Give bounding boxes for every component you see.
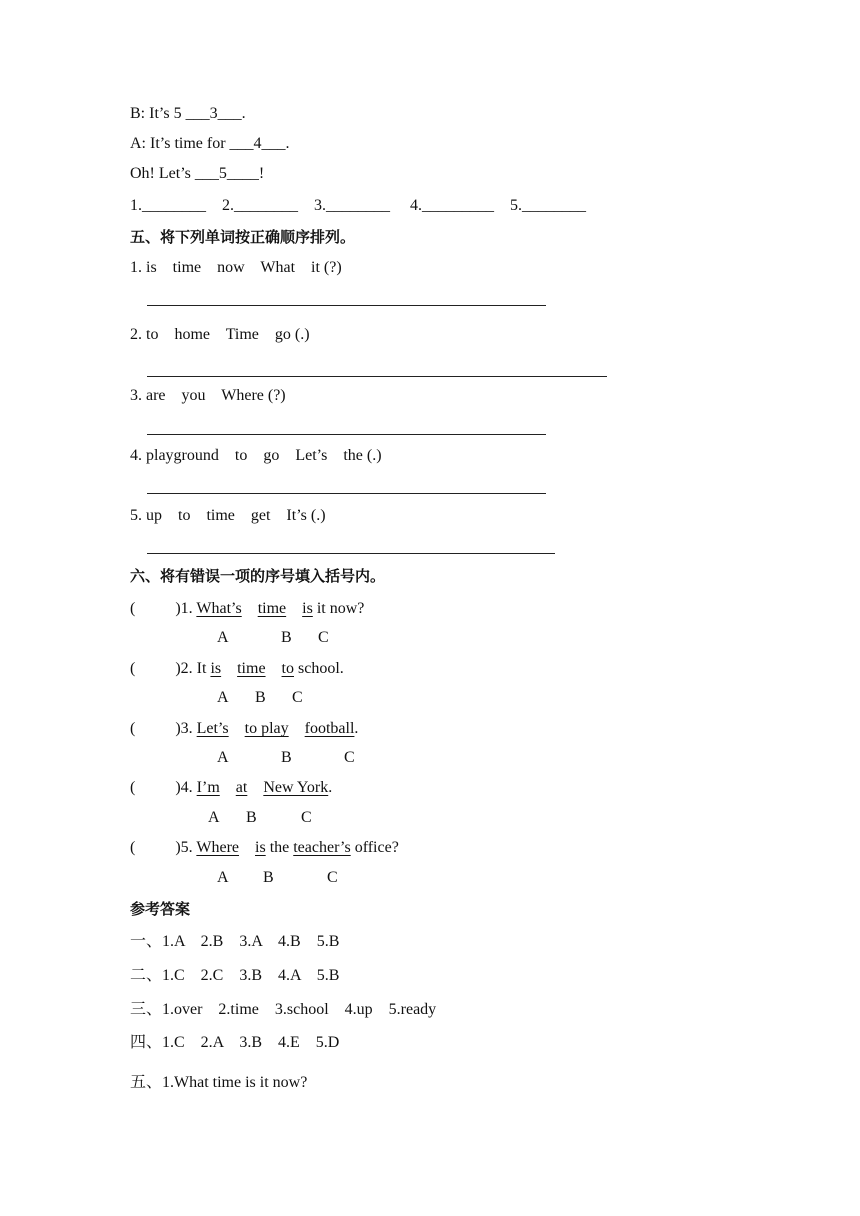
option-a: I’m — [196, 779, 220, 796]
option-c: New York — [263, 779, 329, 796]
reorder-item-3: 3. are you Where (?) — [130, 387, 286, 404]
section-6-heading: 六、将有错误一项的序号填入括号内。 — [130, 567, 386, 585]
option-letter-b: B — [255, 689, 266, 706]
option-c: football — [304, 720, 355, 737]
option-a: What’s — [196, 600, 242, 617]
dialogue-line-3: Oh! Let’s ___5____! — [130, 165, 265, 182]
option-a: is — [210, 660, 222, 677]
option-c: to — [281, 660, 294, 677]
option-b: at — [235, 779, 248, 796]
option-a: Where — [196, 839, 240, 856]
option-letter-c: C — [301, 809, 312, 826]
option-letter-b: B — [281, 629, 292, 646]
reorder-item-2: 2. to home Time go (.) — [130, 326, 310, 343]
section-5-heading: 五、将下列单词按正确顺序排列。 — [130, 228, 356, 246]
option-letter-c: C — [327, 869, 338, 886]
option-letter-a: A — [208, 809, 220, 826]
option-letter-a: A — [217, 629, 229, 646]
option-letter-a: A — [217, 689, 229, 706]
dialogue-answer-blanks: 1.________ 2.________ 3.________ 4._________ 5.________ — [130, 197, 586, 214]
option-b: to play — [244, 720, 289, 737]
option-letter-c: C — [344, 749, 355, 766]
dialogue-line-1: B: It’s 5 ___3___. — [130, 105, 246, 122]
option-b: time — [257, 600, 287, 617]
error-question-4: ( )4. I’m at New York. — [130, 779, 333, 796]
answer-key-line-4: 四、1.C 2.A 3.B 4.E 5.D — [130, 1034, 340, 1051]
option-c: teacher’s — [293, 839, 351, 856]
reorder-item-1: 1. is time now What it (?) — [130, 259, 342, 276]
answer-line-2 — [147, 376, 607, 377]
option-c: is — [302, 600, 313, 617]
answer-key-line-1: 一、1.A 2.B 3.A 4.B 5.B — [130, 933, 340, 950]
answer-key-line-5: 五、1.What time is it now? — [130, 1074, 308, 1091]
error-question-2: ( )2. It is time to school. — [130, 660, 344, 677]
option-letter-a: A — [217, 869, 229, 886]
option-b: is — [255, 839, 266, 856]
option-letter-c: C — [318, 629, 329, 646]
dialogue-line-2: A: It’s time for ___4___. — [130, 135, 290, 152]
option-letter-b: B — [281, 749, 292, 766]
option-letter-a: A — [217, 749, 229, 766]
reorder-item-5: 5. up to time get It’s (.) — [130, 507, 326, 524]
option-letter-c: C — [292, 689, 303, 706]
answer-line-1 — [147, 305, 546, 306]
option-a: Let’s — [196, 720, 229, 737]
answer-key-line-2: 二、1.C 2.C 3.B 4.A 5.B — [130, 967, 340, 984]
answer-line-4 — [147, 493, 546, 494]
option-b: time — [237, 660, 266, 677]
option-letter-b: B — [246, 809, 257, 826]
error-question-1: ( )1. What’s time is it now? — [130, 600, 365, 617]
error-question-3: ( )3. Let’s to play football. — [130, 720, 359, 737]
answer-paren: ( ) — [130, 660, 181, 677]
answer-paren: ( ) — [130, 600, 181, 617]
answer-paren: ( ) — [130, 720, 181, 737]
answer-key-line-3: 三、1.over 2.time 3.school 4.up 5.ready — [130, 1001, 437, 1018]
answer-line-5 — [147, 553, 555, 554]
reorder-item-4: 4. playground to go Let’s the (.) — [130, 447, 382, 464]
answer-paren: ( ) — [130, 839, 181, 856]
error-question-5: ( )5. Where is the teacher’s office? — [130, 839, 399, 856]
option-letter-b: B — [263, 869, 274, 886]
answer-paren: ( ) — [130, 779, 181, 796]
answer-line-3 — [147, 434, 546, 435]
answer-key-heading: 参考答案 — [130, 900, 191, 918]
